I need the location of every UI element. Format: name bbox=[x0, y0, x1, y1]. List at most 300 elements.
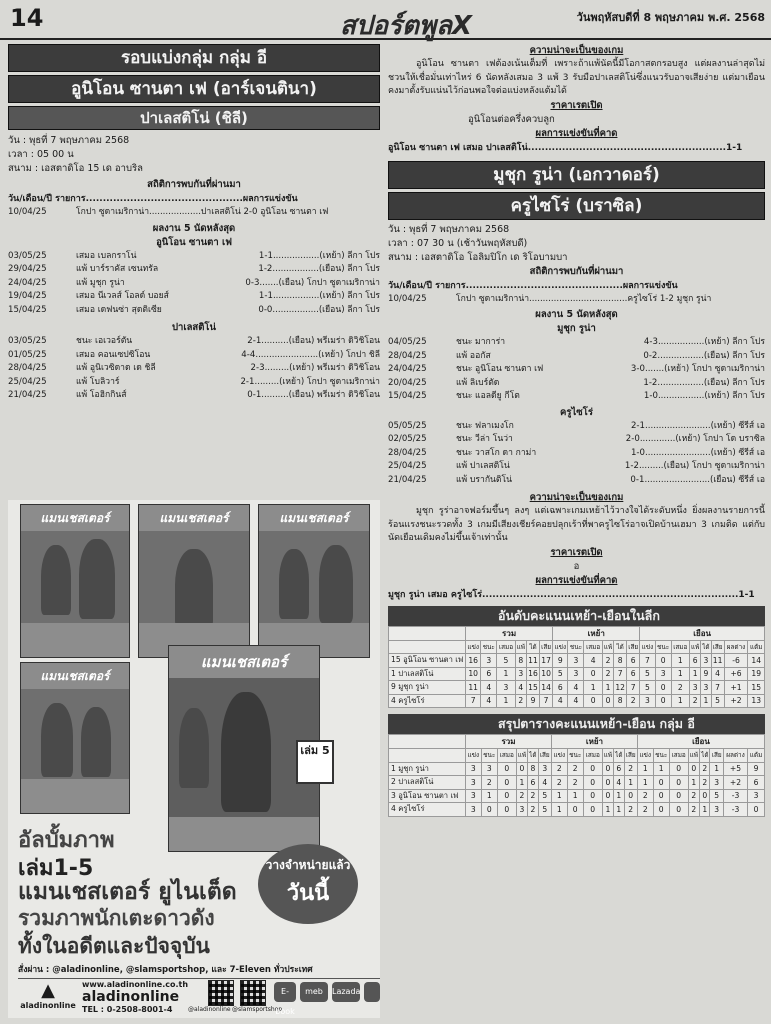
group-head: รวม bbox=[466, 735, 552, 749]
standings-team: 4 ครูไซโร่ bbox=[389, 803, 466, 817]
standings-cell: 7 bbox=[614, 667, 627, 681]
home-team-banner: อูนิโอน ซานตา เฟ (อาร์เจนตินา) bbox=[8, 75, 380, 103]
odds-text-2: อ bbox=[573, 560, 580, 572]
standings-cell: 3 bbox=[497, 681, 515, 695]
ad-title-line1: รวมภาพนักเตะดาวดัง bbox=[18, 906, 215, 930]
standings-cell: 7 bbox=[539, 694, 552, 708]
standings-team: 3 อูนิโอน ซานตา เฟ bbox=[389, 789, 466, 803]
standings-cell: 5 bbox=[497, 654, 515, 668]
player-figure bbox=[41, 545, 71, 615]
result-row bbox=[388, 293, 765, 307]
standings-cell: 0 bbox=[624, 789, 637, 803]
standings-cell: 6 bbox=[614, 762, 624, 776]
standings-group-table bbox=[388, 734, 765, 817]
standings-cell: 1 bbox=[602, 681, 613, 695]
standings-cell: 5 bbox=[640, 681, 655, 695]
analysis-text-2: มูชุก รูร่าอาจฟอร์มขึ้นๆ ลงๆ แต่เฉพาะเกมเหย้าไว้วางใจได้ระดับหนึ่ง ยิ่งผลงานรายการนี้ร้อนแรงชนะรวดทั้ง 3 เกมมีเสียงเชียร์คอยปลุกเร้าที่พาครูไซโร่อาจเปิดบ้านเฮมา 3 เกมติด แต่กับนัดเยือนเดิมคงไม่ขึ้นเจ้าเท่านั้น bbox=[388, 506, 765, 543]
result-date: 25/04/25 bbox=[8, 376, 47, 387]
standings-row bbox=[389, 681, 765, 695]
result-score: 2-3.........(เหย้า) พรีเมร่า ดิวิชิโอน bbox=[250, 363, 380, 373]
standings-cell: 5 bbox=[553, 667, 568, 681]
result-score: 1-1.................(เหย้า) ลีกา โปร bbox=[258, 291, 380, 301]
standings-cell: 3 bbox=[466, 789, 482, 803]
standings-row bbox=[389, 762, 765, 776]
match-day: วัน : พุธที่ 7 พฤษภาคม 2568 bbox=[8, 135, 130, 146]
result-score: 0-0.................(เยือน) ลีกา โปร bbox=[258, 304, 380, 315]
on-sale-badge bbox=[258, 844, 358, 924]
standings-cell: 10 bbox=[466, 667, 481, 681]
standings-team: 1 มูชุก รูน่า bbox=[389, 762, 466, 776]
standings-cell: 3 bbox=[466, 762, 482, 776]
standings-cell: 2 bbox=[688, 789, 700, 803]
result-text: แพ้ ออกัส bbox=[456, 350, 491, 361]
standings-cell: 16 bbox=[527, 667, 540, 681]
result-row bbox=[388, 336, 765, 350]
result-row bbox=[8, 304, 380, 318]
standings-pts: 13 bbox=[748, 694, 765, 708]
player-figure bbox=[279, 549, 309, 619]
aladin-web[interactable]: www.aladinonline.co.th bbox=[82, 980, 189, 989]
result-row bbox=[8, 263, 380, 277]
ad-title-club: แมนเชสเตอร์ ยูไนเต็ด bbox=[18, 879, 237, 905]
odds-text: อูนิโอนต่อครึ่งควบลูก bbox=[468, 113, 555, 125]
result-date: 24/04/25 bbox=[8, 277, 47, 288]
standings-cell: 2 bbox=[516, 789, 528, 803]
standings-cell: 17 bbox=[539, 654, 552, 668]
standings-team: 15 อูนิโอน ซานตา เฟ bbox=[389, 654, 466, 668]
standings-cell: 9 bbox=[553, 654, 568, 668]
standings-row bbox=[389, 667, 765, 681]
ebook-icon[interactable]: E-book bbox=[274, 982, 296, 1002]
standings-team: 9 มูชุก รูน่า bbox=[389, 681, 466, 695]
col-head: แพ้ bbox=[602, 749, 614, 763]
standings-pts: 9 bbox=[748, 762, 765, 776]
standings-cell: 2 bbox=[624, 762, 637, 776]
result-score: 4-4.......................(เหย้า) โกปา ชิลี bbox=[241, 349, 380, 360]
standings-pts: 14 bbox=[748, 654, 765, 668]
result-text: ชนะ วาสโก ดา กาม่า bbox=[456, 447, 537, 458]
standings-cell: 2 bbox=[528, 803, 538, 817]
standings-pts: 19 bbox=[748, 667, 765, 681]
standings-gd: -3 bbox=[723, 803, 747, 817]
result-text: เสมอ เดฟนซ่า สุดติเซีย bbox=[76, 304, 162, 315]
match-time: เวลา : 05 00 น bbox=[8, 149, 74, 160]
away-team-banner-2: ครูไซโร่ (บราซิล) bbox=[388, 192, 765, 220]
result-row bbox=[388, 447, 765, 461]
standings-cell: 8 bbox=[614, 694, 627, 708]
standings-cell: 6 bbox=[627, 654, 640, 668]
result-date: 04/05/25 bbox=[388, 337, 427, 347]
standings-cell: 1 bbox=[710, 762, 723, 776]
team2-results bbox=[8, 335, 380, 403]
team-col-head bbox=[389, 735, 466, 749]
standings-cell: 3 bbox=[640, 694, 655, 708]
standings-cell: 0 bbox=[497, 776, 516, 790]
lazada-icon[interactable]: Lazada bbox=[332, 982, 360, 1002]
standings-cell: 4 bbox=[553, 694, 568, 708]
result-text: แพ้ โบลิวาร์ bbox=[76, 376, 120, 387]
player-figure bbox=[175, 549, 213, 629]
standings-group bbox=[388, 714, 765, 817]
result-date: 01/05/25 bbox=[8, 349, 47, 360]
qr-code-icon[interactable] bbox=[208, 980, 234, 1006]
result-score: 1-2.................(เยือน) ลีกา โปร bbox=[643, 377, 765, 388]
col-head: แพ้ bbox=[515, 640, 526, 654]
standings-cell: 1 bbox=[671, 654, 689, 668]
standings-cell: 0 bbox=[481, 803, 497, 817]
standings-cell: 0 bbox=[584, 694, 602, 708]
standings-cell: 2 bbox=[700, 776, 710, 790]
handle-aladin: @aladinonline bbox=[188, 1006, 231, 1013]
standings-team: 1 ปาเลสติโน่ bbox=[389, 667, 466, 681]
col-head: แพ้ bbox=[689, 640, 700, 654]
team2-name: ปาเลสติโน่ bbox=[172, 322, 216, 333]
standings-cell: 0 bbox=[655, 681, 671, 695]
result-date: 03/05/25 bbox=[8, 336, 47, 346]
result-row bbox=[8, 290, 380, 304]
result-date: 05/05/25 bbox=[388, 420, 427, 431]
prediction-text-2: มูชุก รูน่า เสมอ ครูไซโร่...........................................................................1-1 bbox=[388, 589, 755, 600]
team3-results bbox=[388, 336, 765, 404]
standings-cell: 2 bbox=[602, 654, 613, 668]
col-head: เสีย bbox=[627, 640, 640, 654]
album-cover-3 bbox=[258, 504, 370, 658]
result-score: 2-1.........(เหย้า) โกปา ซูดาเมริกาน่า bbox=[240, 376, 380, 387]
page-header bbox=[0, 0, 771, 40]
standings-cell: 9 bbox=[701, 667, 711, 681]
standings-cell: 0 bbox=[602, 762, 614, 776]
result-date: 20/04/25 bbox=[388, 377, 427, 388]
standings-cell: 1 bbox=[689, 667, 700, 681]
standings-cell: 3 bbox=[466, 803, 482, 817]
player-figure bbox=[221, 692, 271, 812]
standings-cell: 0 bbox=[583, 762, 602, 776]
aladin-tel: TEL : 0-2508-8001-4 bbox=[82, 1005, 173, 1014]
ad-footer bbox=[18, 980, 380, 1014]
col-head: ชนะ bbox=[655, 640, 671, 654]
col-head: เสมอ bbox=[671, 640, 689, 654]
standings-gd: -3 bbox=[723, 789, 747, 803]
standings-cell: 2 bbox=[688, 803, 700, 817]
album-cover-2 bbox=[138, 504, 250, 658]
standings-cell: 6 bbox=[528, 776, 538, 790]
group-head: เหย้า bbox=[551, 735, 637, 749]
standings-cell: 1 bbox=[551, 789, 567, 803]
result-score: 0-1..........(เยือน) พรีเมร่า ดิวิชิโอน bbox=[247, 390, 380, 400]
standings-cell: 0 bbox=[583, 776, 602, 790]
standings-cell: 1 bbox=[637, 776, 653, 790]
aladin-brand: aladinonline bbox=[82, 989, 180, 1005]
result-row bbox=[8, 362, 380, 376]
result-row bbox=[8, 277, 380, 291]
match-day-2: วัน : พุธที่ 7 พฤษภาคม 2568 bbox=[388, 223, 510, 235]
standings-cell: 15 bbox=[527, 681, 540, 695]
team1-results bbox=[8, 250, 380, 318]
team4-results bbox=[388, 420, 765, 488]
standings-cell: 4 bbox=[515, 681, 526, 695]
match-venue: สนาม : เอสตาดิโอ 15 เด อาบริล bbox=[8, 163, 143, 174]
result-row bbox=[388, 390, 765, 404]
analysis-title: ความน่าจะเป็นของเกม bbox=[529, 45, 624, 56]
col-head: ชนะ bbox=[568, 640, 584, 654]
team4-name: ครูไซโร่ bbox=[560, 406, 593, 418]
standings-cell: 0 bbox=[653, 789, 669, 803]
col-head: ได้ bbox=[614, 640, 627, 654]
standings-cell: 6 bbox=[553, 681, 568, 695]
result-text: แพ้ โอฮิกกินส์ bbox=[76, 390, 127, 400]
standings-league-table bbox=[388, 626, 765, 709]
col-head: เสมอ bbox=[497, 640, 515, 654]
last5-title-2: ผลงาน 5 นัดหลังสุด bbox=[535, 309, 618, 320]
result-score: 0-3.......(เยือน) โกปา ซูดาเมริกาน่า bbox=[245, 277, 380, 288]
analysis-text: อูนิโอน ซานตา เฟต้องเน้นเต็มที่ เพราะถ้าแพ้นัดนี้มีโอกาสตกรอบสูง แต่ผลงานล่าสุดไม่ชวนให้เชื่อมั่นเท่าไหร่ 6 นัดหลังเสมอ 3 แพ้ 3 รับมือปาเลสติโน่ซึ่งแนวรับอาจเสียง่าย แต่มาเยือนคงมาตั้งรับแน่นไว้ก่อนพอใจต่อแบ่งหลังแต้มได้ bbox=[388, 59, 765, 96]
result-score: 4-3.................(เหย้า) ลีกา โปร bbox=[643, 337, 765, 347]
standings-cell: 2 bbox=[528, 789, 538, 803]
standings-cell: 3 bbox=[710, 803, 723, 817]
result-score: 2-1........................(เหย้า) ซีรีส์ เอ bbox=[630, 420, 765, 431]
standings-cell: 2 bbox=[627, 694, 640, 708]
result-score: 0-2.................(เยือน) ลีกา โปร bbox=[643, 350, 765, 361]
album-cover-1 bbox=[20, 504, 130, 658]
result-score: 2-0.............(เหย้า) โกปา โด บราซิล bbox=[625, 434, 765, 444]
col-head: แข่ง bbox=[466, 640, 481, 654]
standings-cell: 0 bbox=[602, 776, 614, 790]
col-head: ได้ bbox=[700, 749, 710, 763]
col-head: ได้ bbox=[528, 749, 538, 763]
player-figure bbox=[81, 707, 111, 777]
standings-cell: 10 bbox=[539, 667, 552, 681]
cover-title: แมนเชสเตอร์ bbox=[139, 505, 249, 531]
standings-col-row bbox=[389, 749, 765, 763]
result-date: 02/05/25 bbox=[388, 434, 427, 444]
album-advert[interactable] bbox=[8, 500, 380, 1018]
player-figure bbox=[41, 703, 73, 777]
pitch bbox=[21, 623, 129, 657]
result-text: ชนะ มาการ่า bbox=[456, 337, 506, 347]
result-row bbox=[8, 349, 380, 363]
standings-cell: 2 bbox=[515, 694, 526, 708]
standings-cell: 7 bbox=[466, 694, 481, 708]
standings-cell: 11 bbox=[711, 654, 724, 668]
standings-cell: 2 bbox=[551, 776, 567, 790]
standings-gd: +2 bbox=[724, 694, 748, 708]
standings-cell: 1 bbox=[584, 681, 602, 695]
standings-cell: 9 bbox=[527, 694, 540, 708]
cover-title: แมนเชสเตอร์ bbox=[259, 505, 369, 531]
standings-col-row bbox=[389, 640, 765, 654]
h2h-header: วัน/เดือน/ปี รายการ..............................................ผลการแข่งขัน bbox=[8, 194, 298, 204]
result-row bbox=[388, 433, 765, 447]
standings-pts: 0 bbox=[748, 803, 765, 817]
standings-cell: 0 bbox=[655, 654, 671, 668]
order-channels: สั่งผ่าน : @aladinonline, @slamsportshop, และ 7-Eleven ทั่วประเทศ bbox=[18, 962, 380, 979]
standings-row bbox=[389, 803, 765, 817]
result-text: เสมอ คอนเซปซิโอน bbox=[76, 349, 151, 360]
aladin-logo: ▲ aladinonline bbox=[18, 980, 78, 1010]
col-head: เสมอ bbox=[583, 749, 602, 763]
standings-gd: +1 bbox=[724, 681, 748, 695]
brand-x: X bbox=[451, 11, 472, 41]
album-cover-4 bbox=[20, 662, 130, 814]
standings-row bbox=[389, 776, 765, 790]
handle-slam: @slamsportshop bbox=[232, 1006, 283, 1013]
result-row bbox=[388, 363, 765, 377]
col-head: ผลต่าง bbox=[724, 640, 748, 654]
analysis-title-2: ความน่าจะเป็นของเกม bbox=[529, 492, 624, 503]
standings-row bbox=[389, 694, 765, 708]
result-row bbox=[388, 350, 765, 364]
pitch bbox=[21, 779, 129, 813]
result-text: แพ้ มูชุก รูน่า bbox=[76, 277, 125, 288]
away-team-banner: ปาเลสติโน่ (ชิลี) bbox=[8, 106, 380, 130]
standings-cell: 1 bbox=[497, 694, 515, 708]
standings-group-row bbox=[389, 626, 765, 640]
col-head: แข่ง bbox=[637, 749, 653, 763]
h2h-header-2: วัน/เดือน/ปี รายการ..............................................ผลการแข่งขัน bbox=[388, 280, 678, 291]
result-text: ชนะ อูนิโอน ซานตา เฟ bbox=[456, 364, 544, 374]
standings-gd: +5 bbox=[723, 762, 747, 776]
standings-cell: 3 bbox=[701, 654, 711, 668]
result-text: เสมอ นีเวลส์ โอลด์ บอยส์ bbox=[76, 291, 169, 301]
standings-cell: 8 bbox=[515, 654, 526, 668]
standings-pts: 3 bbox=[748, 789, 765, 803]
result-text: แพ้ ปาเลสติโน่ bbox=[456, 461, 510, 471]
standings-cell: 0 bbox=[497, 762, 516, 776]
standings-cell: 0 bbox=[584, 667, 602, 681]
standings-cell: 3 bbox=[538, 762, 551, 776]
standings-cell: 4 bbox=[584, 654, 602, 668]
result-score: 2-1..........(เยือน) พรีเมร่า ดิวิชิโอน bbox=[247, 336, 380, 346]
standings-cell: 1 bbox=[602, 803, 614, 817]
result-text: ชนะ เอเวอร์ตัน bbox=[76, 336, 133, 346]
col-head: ชนะ bbox=[481, 640, 497, 654]
result-date: 24/04/25 bbox=[388, 364, 427, 374]
col-head: แพ้ bbox=[516, 749, 528, 763]
standings-row bbox=[389, 789, 765, 803]
standings-cell: 6 bbox=[689, 654, 700, 668]
col-head: แข่ง bbox=[553, 640, 568, 654]
team3-name: มูชุก รูน่า bbox=[557, 323, 596, 334]
standings-cell: 1 bbox=[653, 762, 669, 776]
standings-cell: 1 bbox=[551, 803, 567, 817]
meb-icon[interactable]: meb bbox=[300, 982, 328, 1002]
ad-title-line2: ทั้งในอดีตและปัจจุบัน bbox=[18, 934, 210, 958]
standings-cell: 2 bbox=[637, 789, 653, 803]
result-text: แพ้ บรากันติโน่ bbox=[456, 474, 512, 485]
team-col-head bbox=[389, 640, 466, 654]
standings-cell: 4 bbox=[614, 776, 624, 790]
result-date: 29/04/25 bbox=[8, 264, 47, 274]
standings-gd: +2 bbox=[723, 776, 747, 790]
match-time-2: เวลา : 07 30 น (เช้าวันพฤหัสบดี) bbox=[388, 237, 528, 249]
home-team-banner-2: มูชุก รูน่า (เอกวาดอร์) bbox=[388, 161, 765, 189]
standings-cell: 4 bbox=[538, 776, 551, 790]
standings-cell: 5 bbox=[538, 789, 551, 803]
standings-cell: 12 bbox=[614, 681, 627, 695]
col-head: แข่ง bbox=[551, 749, 567, 763]
standings-cell: 1 bbox=[671, 667, 689, 681]
result-text: ชนะ วีล่า โนว่า bbox=[456, 434, 513, 444]
result-row bbox=[388, 474, 765, 488]
standings-league-title: อันดับคะแนนเหย้า-เยือนในลีก bbox=[388, 606, 765, 626]
standings-cell: 5 bbox=[711, 694, 724, 708]
standings-cell: 7 bbox=[627, 681, 640, 695]
result-date: 21/04/25 bbox=[388, 474, 427, 485]
result-date: 28/04/25 bbox=[388, 350, 427, 361]
standings-cell: 0 bbox=[688, 762, 700, 776]
standings-cell: 2 bbox=[637, 803, 653, 817]
standings-cell: 5 bbox=[710, 789, 723, 803]
standings-cell: 7 bbox=[640, 654, 655, 668]
standings-group-row bbox=[389, 735, 765, 749]
result-date: 28/04/25 bbox=[388, 447, 427, 458]
col-head: เสีย bbox=[539, 640, 552, 654]
col-head: ชนะ bbox=[567, 749, 583, 763]
shopee-icon[interactable] bbox=[364, 982, 380, 1002]
standings-cell: 0 bbox=[602, 789, 614, 803]
player-figure bbox=[179, 708, 209, 788]
standings-team: 4 ครูไซโร่ bbox=[389, 694, 466, 708]
player-figure bbox=[79, 539, 115, 619]
result-score: 1-0........................(เหย้า) ซีรีส์ เอ bbox=[630, 447, 765, 458]
standings-cell: 14 bbox=[539, 681, 552, 695]
result-text: โกปา ซูดาเมริกาน่า...................ปาเลสติโน่ 2-0 อูนิโอน ซานตา เฟ bbox=[76, 207, 329, 217]
odds-title-2: ราคาเรตเปิด bbox=[550, 546, 603, 558]
result-row bbox=[388, 377, 765, 391]
standings-cell: 3 bbox=[568, 654, 584, 668]
standings-cell: 4 bbox=[711, 667, 724, 681]
result-score: 1-0.................(เหย้า) ลีกา โปร bbox=[643, 391, 765, 401]
result-score: 1-2.................(เยือน) ลีกา โปร bbox=[258, 264, 380, 274]
standings-cell: 5 bbox=[640, 667, 655, 681]
result-text: ชนะ ฟลาเมงโก bbox=[456, 420, 514, 431]
standings-cell: 1 bbox=[671, 694, 689, 708]
standings-cell: 0 bbox=[653, 776, 669, 790]
standings-cell: 0 bbox=[497, 803, 516, 817]
col-head: เสมอ bbox=[584, 640, 602, 654]
ad-title-album: อัลบั้มภาพ bbox=[18, 828, 115, 853]
col-head: เสีย bbox=[710, 749, 723, 763]
standings-cell: 1 bbox=[688, 776, 700, 790]
standings-cell: 0 bbox=[497, 789, 516, 803]
match-venue-2: สนาม : เอสตาดิโอ โอลิมปิโก เด ริโอบามบา bbox=[388, 251, 568, 263]
standings-cell: 3 bbox=[710, 776, 723, 790]
standings-cell: 3 bbox=[516, 803, 528, 817]
player-figure bbox=[319, 545, 353, 623]
h2h-title: สถิติการพบกันที่ผ่านมา bbox=[147, 179, 241, 190]
result-row bbox=[388, 460, 765, 474]
standings-cell: 0 bbox=[669, 803, 688, 817]
standings-cell: 0 bbox=[583, 789, 602, 803]
result-row bbox=[8, 376, 380, 390]
qr-code-icon[interactable] bbox=[240, 980, 266, 1006]
standings-cell: 2 bbox=[567, 776, 583, 790]
standings-cell: 1 bbox=[637, 762, 653, 776]
standings-cell: 0 bbox=[669, 789, 688, 803]
standings-cell: 11 bbox=[466, 681, 481, 695]
standings-team: 2 ปาเลสติโน่ bbox=[389, 776, 466, 790]
col-head: แต้ม bbox=[748, 640, 765, 654]
result-text: ชนะ แอลดียู กีโต bbox=[456, 391, 520, 401]
col-head: ได้ bbox=[701, 640, 711, 654]
standings-cell: 1 bbox=[516, 776, 528, 790]
standings-cell: 8 bbox=[528, 762, 538, 776]
result-score: 0-1........................(เยือน) ซีรีส์ เอ bbox=[630, 474, 765, 485]
standings-cell: 0 bbox=[583, 803, 602, 817]
standings-cell: 6 bbox=[627, 667, 640, 681]
result-text: โกปา ซูดาเมริกาน่า....................................ครูไซโร่ 1-2 มูชุก รูน่า bbox=[456, 293, 712, 304]
team-col-head bbox=[389, 626, 466, 640]
